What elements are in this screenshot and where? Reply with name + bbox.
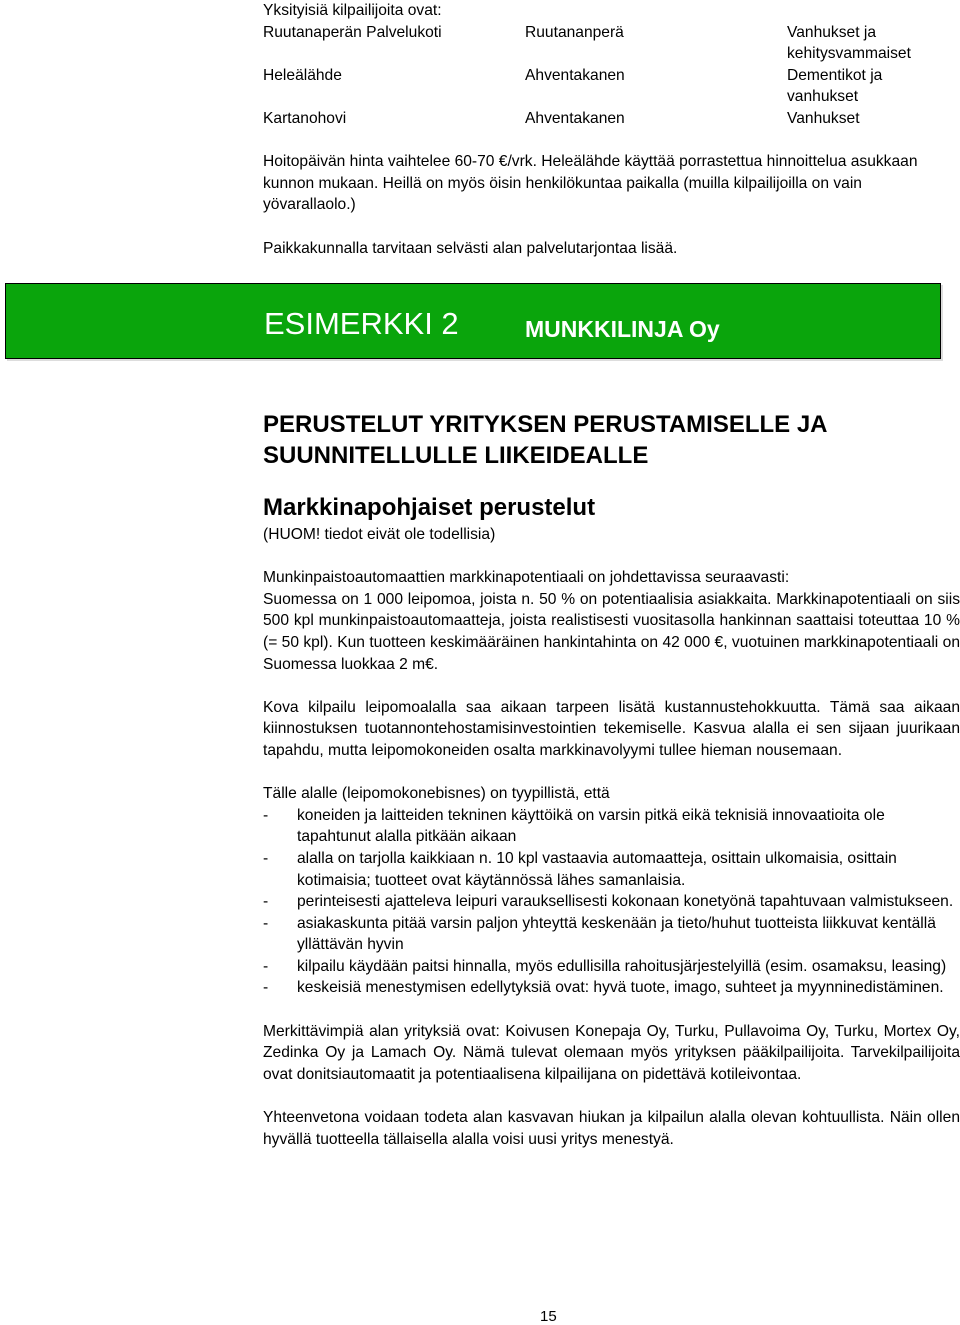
main-heading: PERUSTELUT YRITYKSEN PERUSTAMISELLE JA SUUNNITELLULLE LIIKEIDEALLE [263, 411, 827, 469]
competitor-location: Ruutananperä [525, 23, 624, 41]
table-row [263, 108, 943, 130]
list-item-text: keskeisiä menestymisen edellytyksiä ovat: hyvä tuote, imago, suhteet ja myynninedistäminen. [297, 979, 944, 997]
list-item [263, 848, 960, 891]
list-item [263, 891, 960, 913]
dash-marker: - [263, 979, 269, 997]
dash-marker: - [263, 849, 269, 867]
need-paragraph: Paikkakunnalla tarvitaan selvästi alan palvelutarjontaa lisää. [263, 239, 678, 257]
competitors-table [263, 22, 943, 130]
page-number: 15 [540, 1308, 557, 1325]
main-content [263, 524, 960, 1150]
list-item-text: perinteisesti ajatteleva leipuri varauksellisesti kokonaan konetyönä tapahtuvaan valmistukseen. [297, 893, 954, 911]
page-top-section [263, 0, 960, 259]
note-text: (HUOM! tiedot eivät ole todellisia) [263, 526, 496, 543]
list-item-text: koneiden ja laitteiden tekninen käyttöikä on varsin pitkä eikä teknisiä innovaatioita ole tapahtunut alalla pitkään aikaan [297, 806, 885, 846]
list-item [263, 805, 960, 848]
competition-paragraph: Kova kilpailu leipomoalalla saa aikaan tarpeen lisätä kustannustehokkuutta. Tämä saa aikaan kiinnostuksen tuotannontehostamisinvestointien tekemiselle. Kasvua alalla ei sen sijaan juurikaan tapahdu, mutta leipomokoneiden osalta markkinavolyymi tullee hieman nousemaan. [263, 698, 960, 759]
dash-marker: - [263, 957, 269, 975]
example-banner [5, 283, 941, 359]
list-item-text: alalla on tarjolla kaikkiaan n. 10 kpl vastaavia automaatteja, osittain ulkomaisia, osittain kotimaisia; tuotteet ovat käytännössä lähes samanlaisia. [297, 849, 897, 889]
banner-company: MUNKKILINJA Oy [525, 316, 720, 342]
competitor-target: Vanhukset [787, 109, 860, 127]
pricing-paragraph: Hoitopäivän hinta vaihtelee 60-70 €/vrk. Heleälähde käyttää porrastettua hinnoittelua asukkaan kunnon mukaan. Heillä on myös öisin henkilökuntaa paikalla (muilla kilpailijoilla on vain yövarallaolo.) [263, 153, 918, 214]
market-intro: Munkinpaistoautomaattien markkinapotentiaali on johdettavissa seuraavasti: [263, 569, 790, 587]
dash-marker: - [263, 893, 269, 911]
typical-list [263, 805, 960, 999]
list-item-text: asiakaskunta pitää varsin paljon yhteyttä keskenään ja tieto/huhut tuotteista liikkuvat kentällä yllättävän hyvin [297, 914, 936, 954]
competitor-location: Ahventakanen [525, 66, 625, 84]
competitor-target: Vanhukset ja kehitysvammaiset [787, 23, 911, 63]
dash-marker: - [263, 806, 269, 824]
competitor-location: Ahventakanen [525, 109, 625, 127]
competitor-target: Dementikot ja vanhukset [787, 66, 883, 106]
table-row [263, 22, 943, 65]
competitors-heading: Yksityisiä kilpailijoita ovat: [263, 2, 442, 19]
competitor-name: Ruutanaperän Palvelukoti [263, 23, 442, 41]
dash-marker: - [263, 914, 269, 932]
typical-intro: Tälle alalle (leipomokonebisnes) on tyypillistä, että [263, 785, 610, 803]
sub-heading: Markkinapohjaiset perustelut [263, 494, 596, 521]
summary-paragraph: Yhteenvetona voidaan todeta alan kasvavan hiukan ja kilpailun alalla olevan kohtuullista. Näin ollen hyvällä tuotteella tällaisella alalla voisi uusi yritys menestyä. [263, 1109, 960, 1148]
list-item-text: kilpailu käydään paitsi hinnalla, myös edullisilla rahoitusjärjestelyillä (esim. osamaksu, leasing) [297, 957, 947, 975]
list-item [263, 913, 960, 956]
competitor-name: Heleälähde [263, 66, 342, 84]
companies-paragraph: Merkittävimpiä alan yrityksiä ovat: Koivusen Konepaja Oy, Turku, Pullavoima Oy, Turku, Mortex Oy, Zedinka Oy ja Lamach Oy. Nämä tulevat olemaan myös yrityksen pääkilpailijoita. Tarvekilpailijoita ovat donitsiautomaatit ja potentiaalisena kilpailijana on pidettävä kotileivontaa. [263, 1022, 960, 1083]
list-item [263, 956, 960, 978]
table-row [263, 65, 943, 108]
list-item [263, 977, 960, 999]
competitor-name: Kartanohovi [263, 109, 347, 127]
banner-label: ESIMERKKI 2 [264, 306, 459, 341]
market-paragraph: Suomessa on 1 000 leipomoa, joista n. 50 % on potentiaalisia asiakkaita. Markkinapotentiaali on siis 500 kpl munkinpaistoautomaatteja, joista realistisesti vuositasolla hankinnan saattaisi toteuttaa 10 % (= 50 kpl). Kun tuotteen keskimääräinen hankintahinta on 42 000 €, vuotuinen markkinapotentiaali on Suomessa luokkaa 2 m€. [263, 590, 960, 673]
